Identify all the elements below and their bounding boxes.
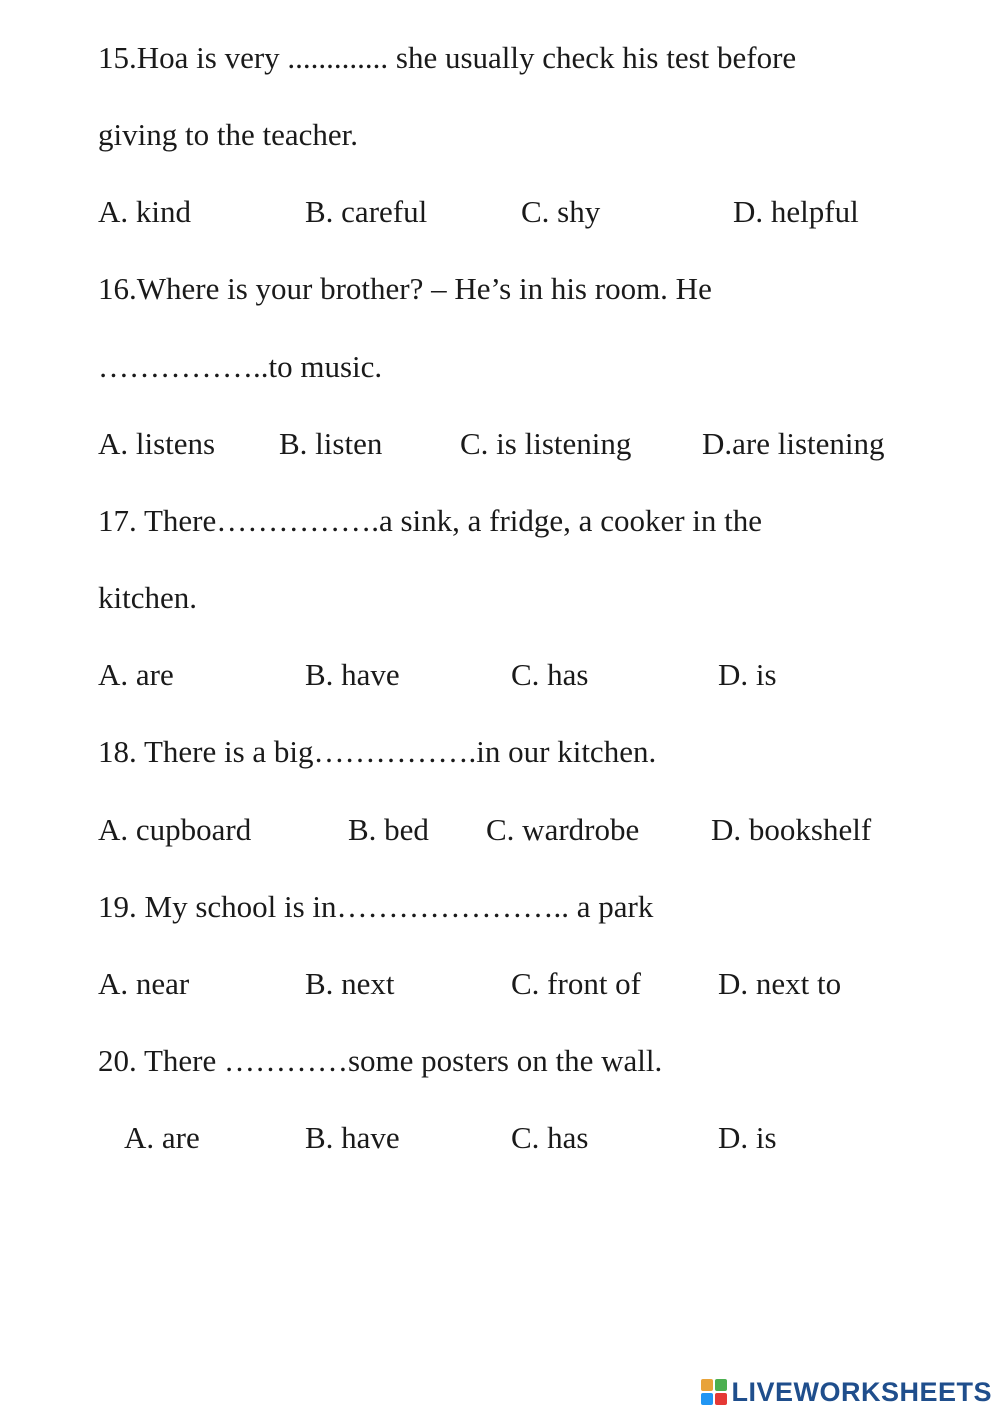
question-20-option-d[interactable]: D. is: [718, 1120, 777, 1155]
question-19-option-b[interactable]: B. next: [305, 966, 395, 1001]
question-19-option-c[interactable]: C. front of: [511, 966, 642, 1001]
question-20-text-line-1: 20. There …………some posters on the wall.: [98, 1043, 663, 1078]
question-17-option-b[interactable]: B. have: [305, 657, 400, 692]
question-20-option-a[interactable]: A. are: [124, 1120, 200, 1155]
question-15-option-c[interactable]: C. shy: [521, 194, 601, 229]
question-18-option-b[interactable]: B. bed: [348, 812, 429, 847]
question-15-option-a[interactable]: A. kind: [98, 194, 191, 229]
question-15-text-line-2: giving to the teacher.: [98, 117, 358, 152]
logo-square-4: [715, 1393, 727, 1405]
question-17-text-line-2: kitchen.: [98, 580, 197, 615]
liveworksheets-logo-icon: [701, 1379, 727, 1405]
question-17-option-c[interactable]: C. has: [511, 657, 589, 692]
question-16-option-d[interactable]: D.are listening: [702, 426, 885, 461]
logo-square-3: [701, 1393, 713, 1405]
question-19-text-line-1: 19. My school is in………………….. a park: [98, 889, 654, 924]
question-16-option-c[interactable]: C. is listening: [460, 426, 632, 461]
question-18-option-d[interactable]: D. bookshelf: [711, 812, 872, 847]
logo-square-1: [701, 1379, 713, 1391]
question-16-text-line-1: 16.Where is your brother? – He’s in his room. He: [98, 271, 712, 306]
logo-square-2: [715, 1379, 727, 1391]
question-17-option-d[interactable]: D. is: [718, 657, 777, 692]
question-15-text-line-1: 15.Hoa is very ............. she usually check his test before: [98, 40, 797, 75]
question-18-option-c[interactable]: C. wardrobe: [486, 812, 640, 847]
question-16-text-line-2: ……………..to music.: [98, 349, 383, 384]
liveworksheets-logo: [701, 1377, 992, 1407]
question-18-text-line-1: 18. There is a big…………….in our kitchen.: [98, 734, 657, 769]
question-16-option-b[interactable]: B. listen: [279, 426, 383, 461]
question-20-option-c[interactable]: C. has: [511, 1120, 589, 1155]
question-15-option-d[interactable]: D. helpful: [733, 194, 859, 229]
liveworksheets-logo-text: LIVEWORKSHEETS: [731, 1376, 992, 1407]
question-17-option-a[interactable]: A. are: [98, 657, 174, 692]
question-18-option-a[interactable]: A. cupboard: [98, 812, 252, 847]
question-16-option-a[interactable]: A. listens: [98, 426, 216, 461]
question-19-option-a[interactable]: A. near: [98, 966, 190, 1001]
question-15-option-b[interactable]: B. careful: [305, 194, 428, 229]
question-20-option-b[interactable]: B. have: [305, 1120, 400, 1155]
question-17-text-line-1: 17. There…………….a sink, a fridge, a cooker in the: [98, 503, 763, 538]
question-19-option-d[interactable]: D. next to: [718, 966, 842, 1001]
